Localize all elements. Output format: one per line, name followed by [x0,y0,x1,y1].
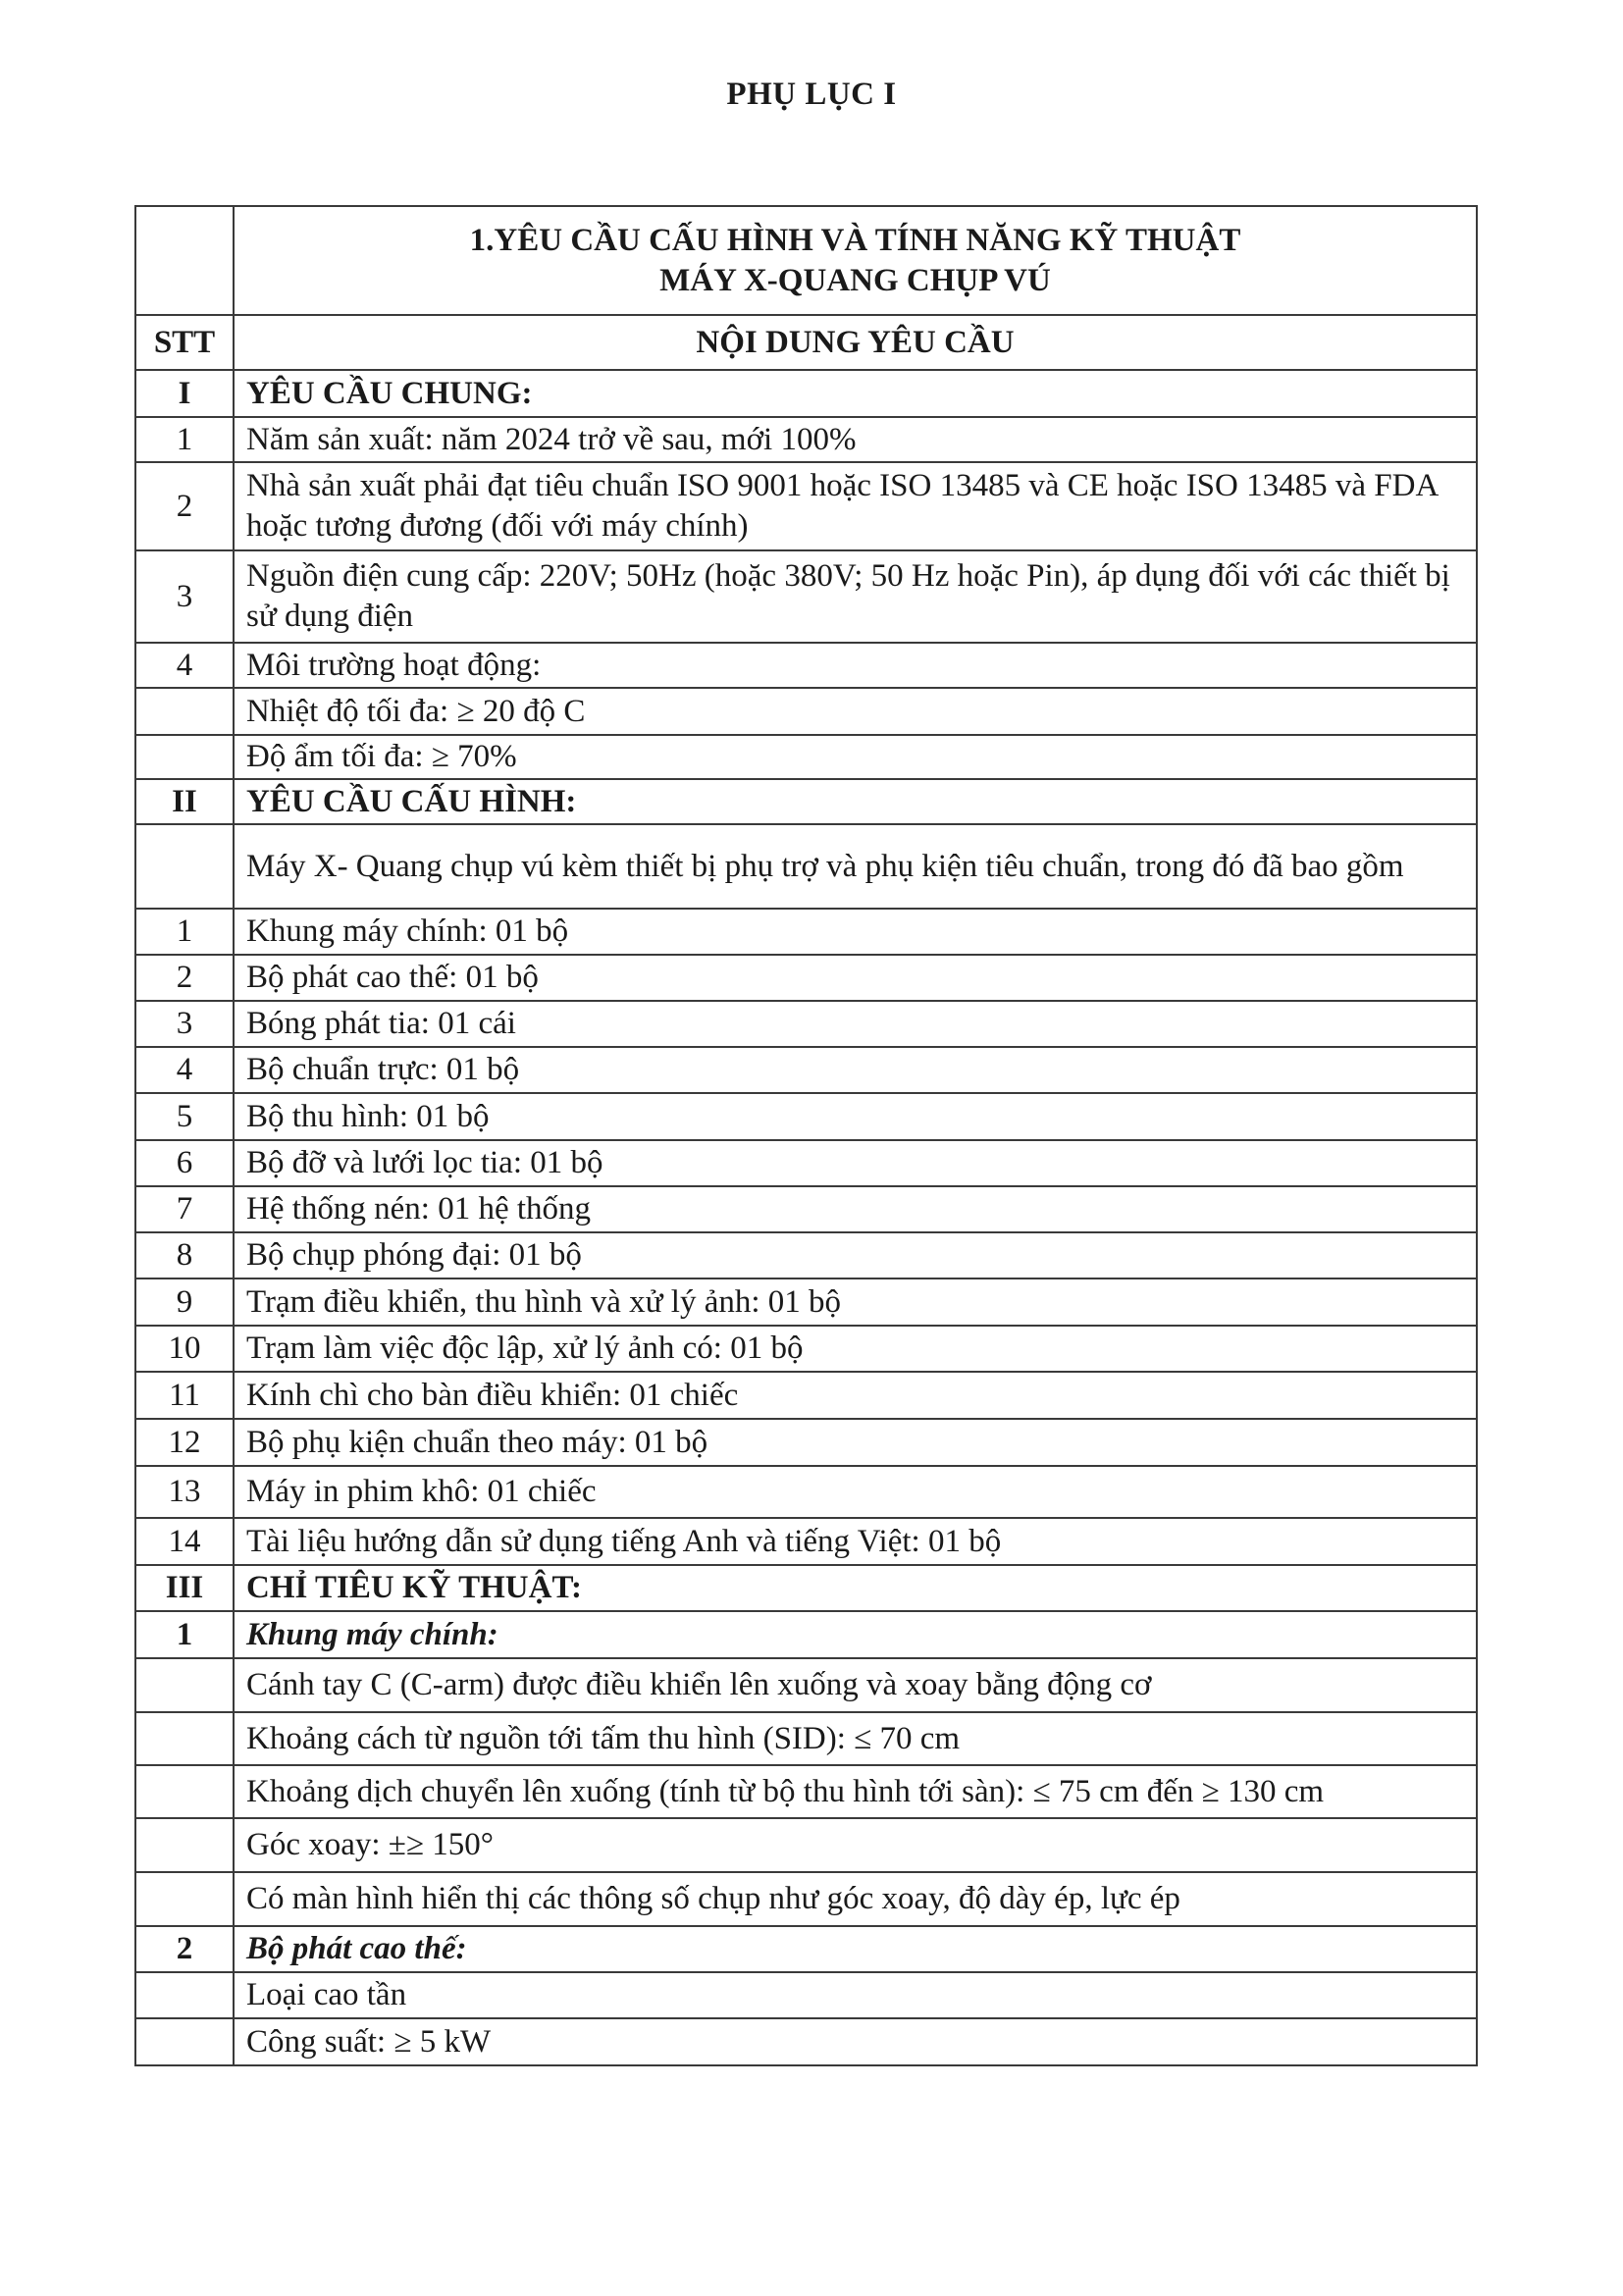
table-row [135,1093,1477,1140]
table-row [135,1326,1477,1372]
row-content: Khoảng dịch chuyển lên xuống (tính từ bộ thu hình tới sàn): ≤ 75 cm đến ≥ 130 cm [234,1765,1477,1818]
row-stt: 2 [135,462,234,550]
row-content: Tài liệu hướng dẫn sử dụng tiếng Anh và tiếng Việt: 01 bộ [234,1518,1477,1565]
table-row [135,955,1477,1001]
table-row [135,1611,1477,1658]
table-row [135,779,1477,824]
row-content: Máy in phim khô: 01 chiếc [234,1466,1477,1518]
table-title-line-2: MÁY X-QUANG CHỤP VÚ [659,262,1051,298]
table-row [135,1872,1477,1926]
row-stt: 12 [135,1419,234,1466]
table-row [135,1140,1477,1186]
row-content: Khung máy chính: 01 bộ [234,909,1477,955]
row-stt: III [135,1565,234,1611]
row-stt: 13 [135,1466,234,1518]
row-content: Loại cao tần [234,1972,1477,2018]
column-header-content: NỘI DUNG YÊU CẦU [234,315,1477,370]
row-stt: 6 [135,1140,234,1186]
row-content: Bộ thu hình: 01 bộ [234,1093,1477,1140]
row-content: Khoảng cách từ nguồn tới tấm thu hình (SID): ≤ 70 cm [234,1712,1477,1765]
table-row [135,1712,1477,1765]
row-stt: 7 [135,1186,234,1232]
row-content: Năm sản xuất: năm 2024 trở về sau, mới 100% [234,417,1477,462]
row-stt: 9 [135,1278,234,1326]
table-row [135,1818,1477,1872]
table-row [135,1372,1477,1419]
table-row [135,688,1477,735]
row-stt [135,688,234,735]
row-content: Bộ chụp phóng đại: 01 bộ [234,1232,1477,1278]
row-stt: 4 [135,643,234,688]
table-row [135,1466,1477,1518]
table-row [135,550,1477,643]
row-stt: II [135,779,234,824]
row-content: Công suất: ≥ 5 kW [234,2018,1477,2065]
row-content: Kính chì cho bàn điều khiển: 01 chiếc [234,1372,1477,1419]
row-content: Khung máy chính: [234,1611,1477,1658]
row-content: Bộ chuẩn trực: 01 bộ [234,1047,1477,1093]
table-title [234,206,1477,315]
table-row [135,824,1477,909]
row-stt: 1 [135,1611,234,1658]
table-row [135,1658,1477,1712]
table-row [135,1565,1477,1611]
row-stt: 1 [135,909,234,955]
row-content: CHỈ TIÊU KỸ THUẬT: [234,1565,1477,1611]
table-row [135,370,1477,417]
table-row [135,1518,1477,1565]
row-content: Trạm làm việc độc lập, xử lý ảnh có: 01 bộ [234,1326,1477,1372]
row-content: Có màn hình hiển thị các thông số chụp như góc xoay, độ dày ép, lực ép [234,1872,1477,1926]
row-stt: I [135,370,234,417]
title-stt-cell [135,206,234,315]
appendix-title: PHỤ LỤC I [726,77,897,112]
row-stt [135,1658,234,1712]
row-stt: 10 [135,1326,234,1372]
table-row [135,1278,1477,1326]
row-content: Góc xoay: ±≥ 150° [234,1818,1477,1872]
row-stt [135,735,234,779]
table-row [135,1926,1477,1972]
table-row [135,1419,1477,1466]
row-stt: 3 [135,550,234,643]
row-content: YÊU CẦU CẤU HÌNH: [234,779,1477,824]
row-stt: 4 [135,1047,234,1093]
table-row [135,462,1477,550]
row-stt: 8 [135,1232,234,1278]
row-stt [135,1712,234,1765]
row-content: Nguồn điện cung cấp: 220V; 50Hz (hoặc 380V; 50 Hz hoặc Pin), áp dụng đối với các thiết bị sử dụng điện [234,550,1477,643]
table-row [135,909,1477,955]
row-stt [135,1972,234,2018]
row-content: Hệ thống nén: 01 hệ thống [234,1186,1477,1232]
table-row [135,417,1477,462]
row-stt: 11 [135,1372,234,1419]
table-row [135,1232,1477,1278]
table-row [135,1972,1477,2018]
row-stt [135,2018,234,2065]
row-stt: 2 [135,955,234,1001]
row-content: Bóng phát tia: 01 cái [234,1001,1477,1047]
table-header-row [135,315,1477,370]
column-header-stt: STT [135,315,234,370]
row-content: Môi trường hoạt động: [234,643,1477,688]
row-content: Độ ẩm tối đa: ≥ 70% [234,735,1477,779]
row-content: Bộ phụ kiện chuẩn theo máy: 01 bộ [234,1419,1477,1466]
row-stt: 14 [135,1518,234,1565]
row-stt: 5 [135,1093,234,1140]
row-stt: 3 [135,1001,234,1047]
row-content: YÊU CẦU CHUNG: [234,370,1477,417]
table-row [135,643,1477,688]
row-stt: 1 [135,417,234,462]
row-stt [135,1818,234,1872]
table-title-row [135,206,1477,315]
row-content: Máy X- Quang chụp vú kèm thiết bị phụ trợ và phụ kiện tiêu chuẩn, trong đó đã bao gồm [234,824,1477,909]
row-content: Bộ đỡ và lưới lọc tia: 01 bộ [234,1140,1477,1186]
table-row [135,2018,1477,2065]
row-content: Nhiệt độ tối đa: ≥ 20 độ C [234,688,1477,735]
row-stt [135,824,234,909]
table-row [135,1047,1477,1093]
row-stt [135,1765,234,1818]
table-title-line-1: 1.YÊU CẦU CẤU HÌNH VÀ TÍNH NĂNG KỸ THUẬT [469,222,1241,258]
spec-table [134,205,1478,2066]
row-content: Bộ phát cao thế: [234,1926,1477,1972]
table-row [135,1765,1477,1818]
table-row [135,735,1477,779]
row-content: Bộ phát cao thế: 01 bộ [234,955,1477,1001]
row-stt [135,1872,234,1926]
row-content: Trạm điều khiển, thu hình và xử lý ảnh: 01 bộ [234,1278,1477,1326]
row-stt: 2 [135,1926,234,1972]
row-content: Nhà sản xuất phải đạt tiêu chuẩn ISO 9001 hoặc ISO 13485 và CE hoặc ISO 13485 và FDA hoặc tương đương (đối với máy chính) [234,462,1477,550]
row-content: Cánh tay C (C-arm) được điều khiển lên xuống và xoay bằng động cơ [234,1658,1477,1712]
table-row [135,1001,1477,1047]
table-row [135,1186,1477,1232]
